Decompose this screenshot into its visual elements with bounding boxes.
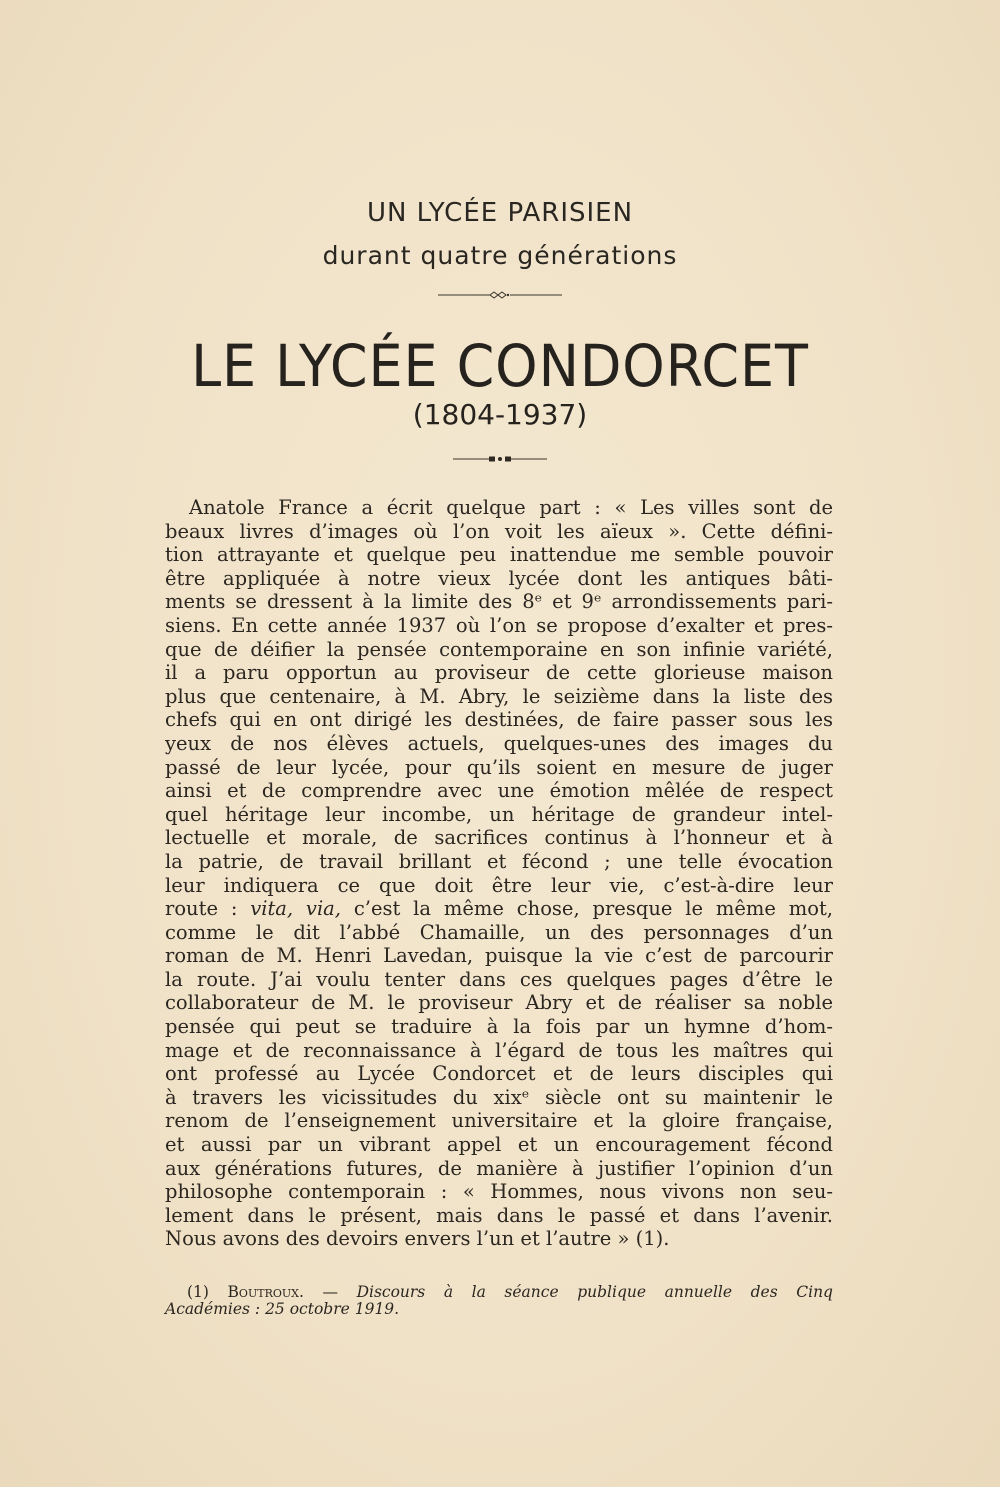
body-line: collaborateur de M. le proviseur Abry et de réaliser sa noble [165, 991, 833, 1015]
body-line: comme le dit l’abbé Chamaille, un des personnages d’un [165, 920, 833, 944]
body-line: yeux de nos élèves actuels, quelques-unes des images du [165, 731, 833, 755]
footnote-line [165, 1284, 833, 1301]
footnote-line: Académies : 25 octobre 1919. [165, 1300, 400, 1318]
body-line: renom de l’enseignement universitaire et la gloire française, [165, 1109, 833, 1133]
body-line: plus que centenaire, à M. Abry, le seizième dans la liste des [165, 684, 833, 708]
footnote [165, 1284, 833, 1318]
footnote-marker: (1) [187, 1283, 209, 1301]
body-line: à travers les vicissitudes du xixᵉ siècle ont su maintenir le [165, 1085, 833, 1109]
body-line: beaux livres d’images où l’on voit les aïeux ». Cette défini- [165, 519, 833, 543]
body-paragraph [165, 496, 833, 1251]
body-line: chefs qui en ont dirigé les destinées, de faire passer sous les [165, 708, 833, 732]
main-title: LE LYCÉE CONDORCET [191, 332, 809, 400]
date-range: (1804-1937) [412, 398, 588, 431]
body-line: passé de leur lycée, pour qu’ils soient en mesure de juger [165, 755, 833, 779]
footnote-dash: — [322, 1283, 338, 1301]
italic-phrase: vita, via, [250, 897, 342, 921]
body-line: route : vita, via, c’est la même chose, presque le même mot, [165, 897, 833, 921]
body-line: ont professé au Lycée Condorcet et de leurs disciples qui [165, 1062, 833, 1086]
body-line: lectuelle et morale, de sacrifices continus à l’honneur et à [165, 826, 833, 850]
footnote-author: Boutroux. [227, 1283, 304, 1301]
body-line: la route. J’ai voulu tenter dans ces quelques pages d’être le [165, 967, 833, 991]
series-title: UN LYCÉE PARISIEN [366, 198, 634, 228]
footnote-source: Discours à la séance publique annuelle des Cinq [356, 1283, 833, 1301]
body-line: Anatole France a écrit quelque part : « Les villes sont de [189, 496, 833, 519]
body-line: roman de M. Henri Lavedan, puisque la vie c’est de parcourir [165, 944, 833, 968]
body-line: que de déifier la pensée contemporaine en son infinie variété, [165, 637, 833, 661]
body-line: leur indiquera ce que doit être leur vie, c’est-à-dire leur [165, 873, 833, 897]
body-line: tion attrayante et quelque peu inattendue me semble pouvoir [165, 543, 833, 567]
body-line: philosophe contemporain : « Hommes, nous vivons non seu- [165, 1180, 833, 1204]
body-line: mage et de reconnaissance à l’égard de tous les maîtres qui [165, 1038, 833, 1062]
body-line: aux générations futures, de manière à justifier l’opinion d’un [165, 1156, 833, 1180]
body-line: lement dans le présent, mais dans le passé et dans l’avenir. [165, 1203, 833, 1227]
series-subtitle: durant quatre générations [322, 241, 678, 270]
ornament-divider [0, 286, 1000, 305]
body-line: et aussi par un vibrant appel et un encouragement fécond [165, 1133, 833, 1157]
body-line: siens. En cette année 1937 où l’on se propose d’exalter et pres- [165, 613, 833, 637]
ornament-divider [0, 450, 1000, 469]
body-line: ainsi et de comprendre avec une émotion mêlée de respect [165, 779, 833, 803]
body-line: la patrie, de travail brillant et fécond ; une telle évocation [165, 849, 833, 873]
body-line: quel héritage leur incombe, un héritage de grandeur intel- [165, 802, 833, 826]
body-line: Nous avons des devoirs envers l’un et l’autre » (1). [165, 1227, 670, 1251]
body-line: ments se dressent à la limite des 8ᵉ et 9ᵉ arrondissements pari- [165, 590, 833, 614]
body-line: il a paru opportun au proviseur de cette glorieuse maison [165, 661, 833, 685]
body-line: être appliquée à notre vieux lycée dont les antiques bâti- [165, 566, 833, 590]
body-line: pensée qui peut se traduire à la fois par un hymne d’hom- [165, 1015, 833, 1039]
